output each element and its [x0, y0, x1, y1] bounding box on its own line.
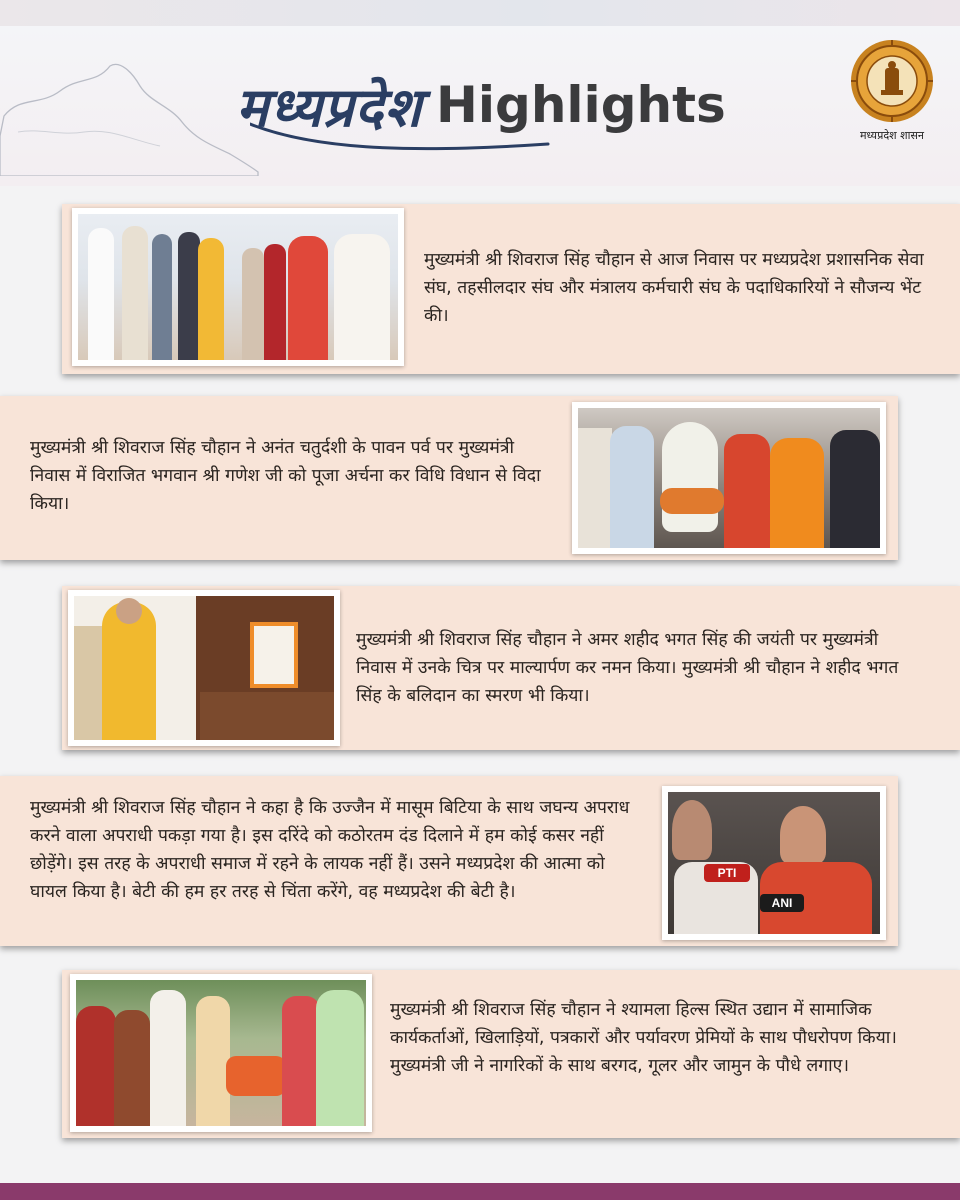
mic-label-ani: ANI [760, 894, 804, 912]
government-emblem [846, 38, 938, 143]
bottom-bar [0, 1183, 960, 1200]
highlight-text-2: मुख्यमंत्री श्री शिवराज सिंह चौहान ने अनंत चतुर्दशी के पावन पर्व पर मुख्यमंत्री निवास में विराजित भगवान श्री गणेश जी को पूजा अर्चना कर विधि विधान से विदा किया। [30, 438, 541, 514]
state-map-outline [0, 36, 260, 176]
title-hindi: मध्यप्रदेश [236, 75, 423, 139]
top-strip [0, 0, 960, 26]
highlight-photo-3 [68, 590, 340, 746]
highlight-photo-1 [72, 208, 404, 366]
highlight-photo-2 [572, 402, 886, 554]
title-english: Highlights [436, 76, 726, 134]
mic-label-pti: PTI [704, 864, 750, 882]
highlight-text-1: मुख्यमंत्री श्री शिवराज सिंह चौहान से आज निवास पर मध्यप्रदेश प्रशासनिक सेवा संघ, तहसीलदार संघ और मंत्रालय कर्मचारी संघ के पदाधिकारियों ने सौजन्य भेंट की। [424, 250, 924, 326]
highlight-text-5: मुख्यमंत्री श्री शिवराज सिंह चौहान ने श्यामला हिल्स स्थित उद्यान में सामाजिक कार्यकर्ताओं, खिलाड़ियों, पत्रकारों और पर्यावरण प्रेमियों के साथ पौधरोपण किया। मुख्यमंत्री जी ने नागरिकों के साथ बरगद, गूलर और जामुन के पौधे लगाए। [390, 1000, 897, 1076]
highlight-text-3: मुख्यमंत्री श्री शिवराज सिंह चौहान ने अमर शहीद भगत सिंह की जयंती पर मुख्यमंत्री निवास में उनके चित्र पर माल्यार्पण कर नमन किया। मुख्यमंत्री श्री चौहान ने शहीद भगत सिंह के बलिदान का स्मरण भी किया। [356, 630, 899, 706]
emblem-icon [849, 38, 935, 124]
highlight-text-4: मुख्यमंत्री श्री शिवराज सिंह चौहान ने कहा है कि उज्जैन में मासूम बिटिया के साथ जघन्य अपराध करने वाला अपराधी पकड़ा गया है। इस दरिंदे को कठोरतम दंड दिलाने में हम कोई कसर नहीं छोड़ेंगे। इस तरह के अपराधी समाज में रहने के लायक नहीं हैं। उसने मध्यप्रदेश की आत्मा को घायल किया है। बेटी की हम हर तरह से चिंता करेंगे, वह मध्यप्रदेश की बेटी है। [30, 798, 630, 902]
highlight-photo-4 [662, 786, 886, 940]
title-swash [250, 118, 550, 158]
highlight-photo-5 [70, 974, 372, 1132]
emblem-label: मध्यप्रदेश शासन [859, 129, 925, 142]
